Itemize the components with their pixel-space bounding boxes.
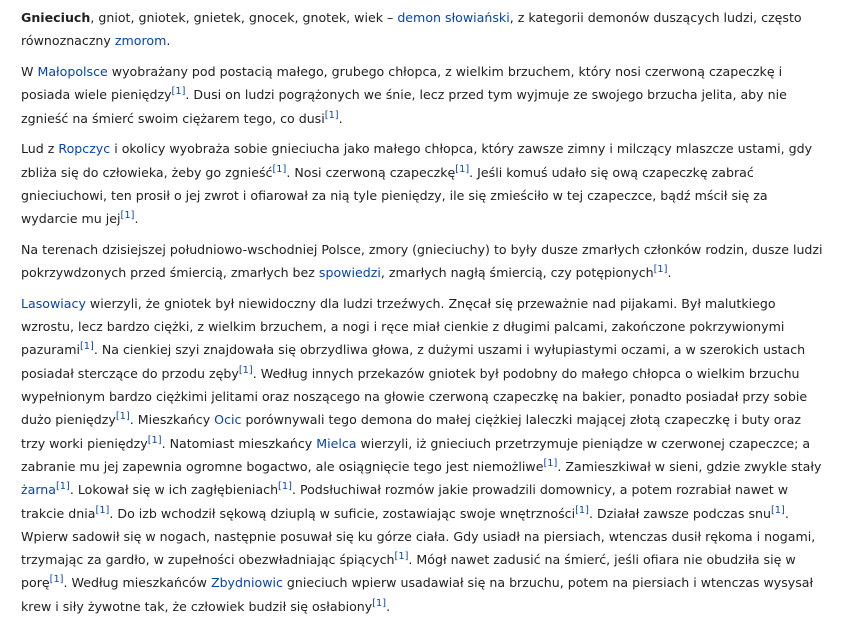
text: , z kategorii demonów duszących ludzi, często równoznaczny: [21, 10, 802, 49]
reference-link[interactable]: [1]: [49, 574, 64, 586]
reference-link[interactable]: [1]: [770, 504, 785, 516]
poludniowo-wschodnia-paragraph: [21, 238, 826, 285]
reference-link[interactable]: [1]: [115, 411, 130, 423]
reference-link[interactable]: [1]: [543, 457, 558, 469]
text: . Działał zawsze podczas snu: [588, 505, 771, 521]
reference-link[interactable]: [1]: [95, 504, 110, 516]
link-spowiedz[interactable]: spowiedzi: [318, 265, 381, 281]
link-zmora[interactable]: zmorom: [114, 33, 167, 49]
article-body: [21, 6, 826, 625]
text: . Nosi czerwoną czapeczkę: [286, 164, 456, 180]
link-zbydniowice[interactable]: Zbydniowic: [210, 575, 283, 591]
text: . Dusi on ludzi pogrążonych we śnie, lecz przed tym wyjmuje ze swojego brzucha jelita, aby nie zgnieść na śmierć swoim ciężarem tego, co dusi: [21, 87, 787, 126]
text: wierzyli, iż gnieciuch przetrzymuje pieniądze w czerwonej czapeczce; a zabranie mu jej zapewnia ogromne bogactwo, ale osiągnięcie tego jest niemożliwe: [21, 435, 811, 474]
link-ocice[interactable]: Ocic: [214, 412, 242, 428]
link-demon-slowianski[interactable]: demon słowiański: [397, 10, 510, 25]
reference-link[interactable]: [1]: [394, 551, 409, 563]
reference-link[interactable]: [1]: [653, 264, 668, 276]
text: . Wpierw sadowił się w nogach, następnie posuwał się ku górze ciała. Gdy usiadł na piersiach, wtenczas dusił rękoma i nogami, trzymając za gardło, w zupełności obezwładniając śpiących: [21, 505, 816, 568]
text: , zmarłych nagłą śmiercią, czy potępionych: [380, 265, 654, 281]
text: . Do izb wchodził sękową dziuplą w suficie, zostawiając swoje wnętrzności: [109, 505, 576, 521]
text: W: [21, 63, 38, 79]
reference-link[interactable]: [1]: [79, 341, 94, 353]
lasowiacy-paragraph: [21, 292, 826, 618]
text: .: [134, 211, 139, 227]
link-mielec[interactable]: Mielca: [316, 435, 357, 451]
text: .: [338, 110, 343, 126]
link-malopolska[interactable]: Małopolsce: [37, 63, 108, 79]
text: . Według mieszkańców: [63, 575, 211, 591]
text: . Lokował się w ich zagłębieniach: [69, 482, 279, 498]
reference-link[interactable]: [1]: [272, 163, 287, 175]
link-lasowiacy[interactable]: Lasowiacy: [21, 295, 86, 311]
reference-link[interactable]: [1]: [171, 86, 186, 98]
text: gnieciuch wpierw usadawiał się na brzuchu, potem na piersiach i wtenczas wysysał krew i siły żywotne tak, że człowiek budził się osłabiony: [21, 575, 814, 614]
text: . Według innych przekazów gniotek był podobny do małego chłopca o wielkim brzuchu wypełnionym bardzo ciężkimi jelitami oraz noszącego na głowie czerwoną czapeczkę na bakier, ponadto posiadał przy sobie dużo pieniędzy: [21, 365, 808, 428]
text: . Zamieszkiwał w sieni, gdzie zwykle stały: [557, 458, 822, 474]
malopolska-paragraph: [21, 60, 826, 130]
reference-link[interactable]: [1]: [55, 481, 70, 493]
reference-link[interactable]: [1]: [575, 504, 589, 516]
text: . Podsłuchiwał rozmów jakie prowadzili domownicy, a potem rozrabiał nawet w trakcie dnia: [21, 482, 788, 521]
reference-link[interactable]: [1]: [455, 163, 470, 175]
reference-link[interactable]: [1]: [372, 597, 387, 609]
text: .: [166, 33, 171, 49]
text: .: [386, 598, 391, 614]
reference-link[interactable]: [1]: [324, 109, 339, 121]
text: , gniot, gniotek, gnietek, gnocek, gnotek, wiek –: [90, 10, 398, 25]
link-ropczyce[interactable]: Ropczyc: [58, 141, 111, 157]
text: . Natomiast mieszkańcy: [161, 435, 317, 451]
reference-link[interactable]: [1]: [238, 364, 253, 376]
text: .: [667, 265, 672, 281]
text: wyobrażany pod postacią małego, grubego chłopca, z wielkim brzuchem, który nosi czerwoną czapeczkę i posiada wiele pieniędzy: [21, 63, 783, 103]
text: Na terenach dzisiejszej południowo-wschodniej Polsce, zmory (gnieciuchy) to były dusze zmarłych członków rodzin, dusze ludzi pokrzywdzonych przed śmiercią, zmarłych bez: [21, 241, 823, 281]
reference-link[interactable]: [1]: [120, 210, 135, 222]
text: i okolicy wyobraża sobie gnieciucha jako małego chłopca, który zawsze zimny i milczący mlaszcze ustami, gdy zbliża się do człowieka, żeby go zgnieść: [21, 141, 813, 180]
article-term: Gnieciuch: [21, 10, 91, 25]
ropczyce-paragraph: [21, 137, 826, 230]
link-zarna[interactable]: żarna: [21, 482, 56, 498]
text: . Mieszkańcy: [129, 412, 215, 428]
text: wierzyli, że gniotek był niewidoczny dla ludzi trzeźwych. Znęcał się przeważnie nad pijakami. Był malutkiego wzrostu, lecz bardzo ciężki, z wielkim brzuchem, a nogi i ręce miał cienkie z długimi palcami, zakończone pokrzywionymi pazurami: [21, 295, 785, 358]
intro-paragraph: [21, 6, 826, 53]
text: . Na cienkiej szyi znajdowała się obrzydliwa głowa, z dużymi uszami i wyłupiastymi oczami, a w szerokich ustach posiadał sterczące do przodu zęby: [21, 342, 806, 381]
reference-link[interactable]: [1]: [147, 434, 162, 446]
text: . Mógł nawet zadusić na śmierć, jeśli ofiara nie obudziła się w porę: [21, 552, 796, 591]
text: Lud z: [21, 141, 59, 157]
text: porównywali tego demona do małej ciężkiej laleczki mającej złotą czapeczkę i buty oraz trzy worki pieniędzy: [21, 412, 802, 451]
text: . Jeśli komuś udało się ową czapeczkę zabrać gnieciuchowi, ten prosił o jej zwrot i ofiarował za nią tyle pieniędzy, ile się zmieściło w tej czapeczce, bądź mścił się za wydarcie mu jej: [21, 164, 768, 227]
reference-link[interactable]: [1]: [278, 481, 292, 493]
